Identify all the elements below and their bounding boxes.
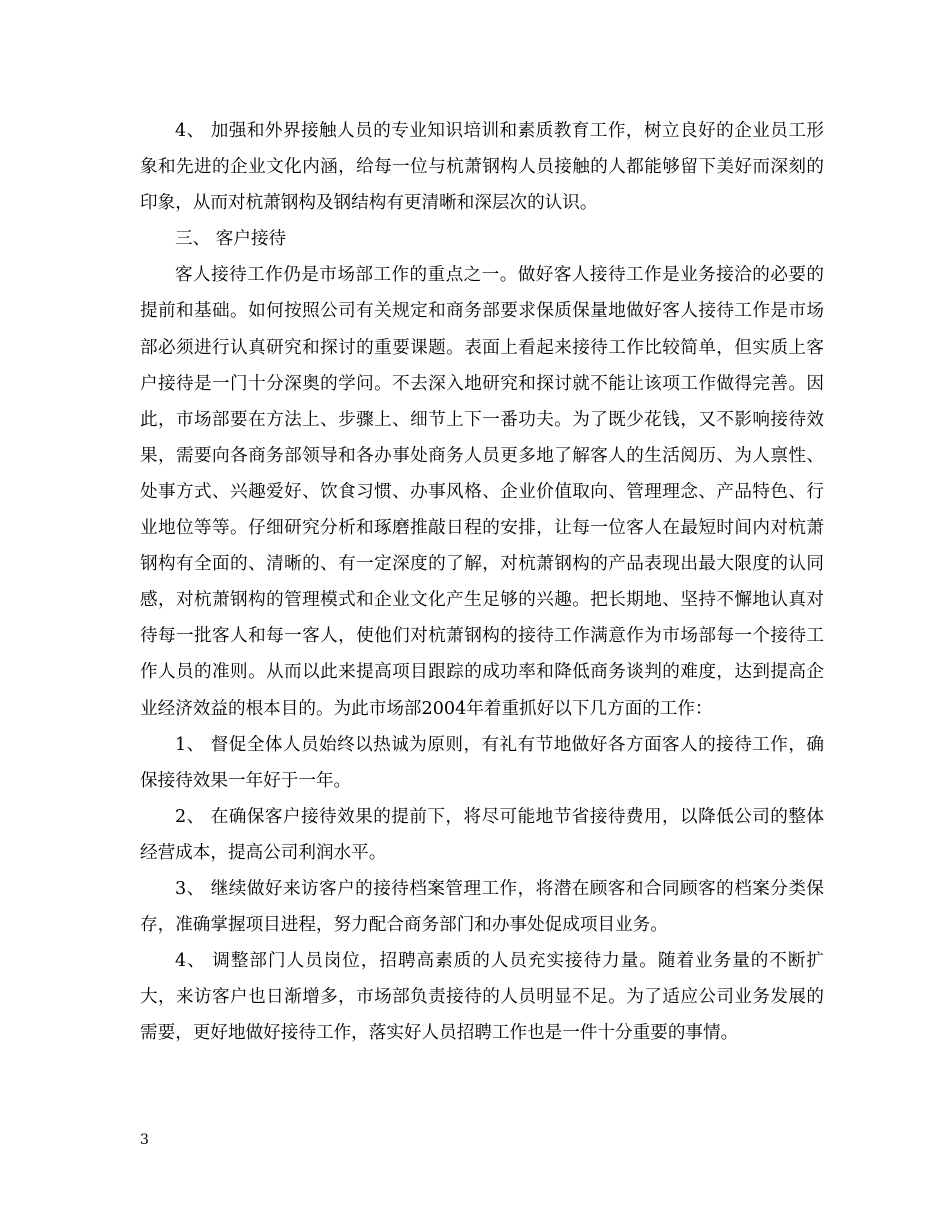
- page-number: 3: [140, 1132, 149, 1148]
- paragraph-item-3-archive: 3、 继续做好来访客户的接待档案管理工作，将潜在顾客和合同顾客的档案分类保存，准确掌握项目进程，努力配合商务部门和办事处促成项目业务。: [140, 878, 824, 936]
- paragraph-item-4-training: 4、 加强和外界接触人员的专业知识培训和素质教育工作，树立良好的企业员工形象和先进的企业文化内涵，给每一位与杭萧钢构人员接触的人都能够留下美好而深刻的印象，从而对杭萧钢构及钢结构有更清晰和深层次的认识。: [140, 121, 824, 214]
- paragraph-item-2-cost-saving: 2、 在确保客户接待效果的提前下，将尽可能地节省接待费用，以降低公司的整体经营成本，提高公司利润水平。: [140, 806, 824, 863]
- document-body: [140, 113, 824, 1051]
- paragraph-item-1-hospitality: 1、 督促全体人员始终以热诚为原则，有礼有节地做好各方面客人的接待工作，确保接待效果一年好于一年。: [140, 734, 824, 791]
- paragraph-reception-overview: 客人接待工作仍是市场部工作的重点之一。做好客人接待工作是业务接洽的必要的提前和基础。如何按照公司有关规定和商务部要求保质保量地做好客人接待工作是市场部必须进行认真研究和探讨的重要课题。表面上看起来接待工作比较简单，但实质上客户接待是一门十分深奥的学问。不去深入地研究和探讨就不能让该项工作做得完善。因此，市场部要在方法上、步骤上、细节上下一番功夫。为了既少花钱，又不影响接待效果，需要向各商务部领导和各办事处商务人员更多地了解客人的生活阅历、为人禀性、处事方式、兴趣爱好、饮食习惯、办事风格、企业价值取向、管理理念、产品特色、行业地位等等。仔细研究分析和琢磨推敲日程的安排，让每一位客人在最短时间内对杭萧钢构有全面的、清晰的、有一定深度的了解，对杭萧钢构的产品表现出最大限度的认同感，对杭萧钢构的管理模式和企业文化产生足够的兴趣。把长期地、坚持不懈地认真对待每一批客人和每一客人，使他们对杭萧钢构的接待工作满意作为市场部每一个接待工作人员的准则。从而以此来提高项目跟踪的成功率和降低商务谈判的难度，达到提高企业经济效益的根本目的。为此市场部2004年着重抓好以下几方面的工作：: [140, 265, 824, 719]
- paragraph-item-4-staffing: 4、 调整部门人员岗位，招聘高素质的人员充实接待力量。随着业务量的不断扩大，来访客户也日渐增多，市场部负责接待的人员明显不足。为了适应公司业务发展的需要，更好地做好接待工作，落实好人员招聘工作也是一件十分重要的事情。: [140, 951, 824, 1044]
- section-heading-customer-reception: 三、 客户接待: [175, 229, 287, 250]
